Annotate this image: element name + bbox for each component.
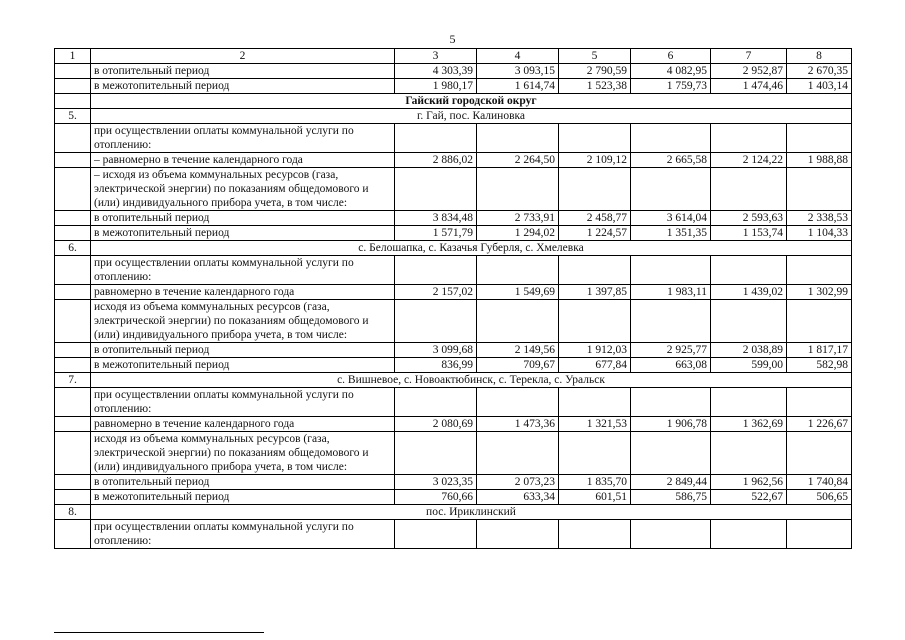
value-cell: 586,75 (631, 490, 711, 505)
row-number-cell (55, 256, 91, 285)
value-cell: 506,65 (787, 490, 852, 505)
value-cell: 1 351,35 (631, 226, 711, 241)
value-cell (477, 124, 559, 153)
value-cell: 2 593,63 (711, 211, 787, 226)
value-cell: 1 226,67 (787, 417, 852, 432)
value-cell (559, 256, 631, 285)
value-cell (631, 256, 711, 285)
header-cell: 1 (55, 49, 91, 64)
row-number-cell: 8. (55, 505, 91, 520)
value-cell (559, 432, 631, 475)
value-cell: 2 338,53 (787, 211, 852, 226)
value-cell: 1 614,74 (477, 79, 559, 94)
row-label: равномерно в течение календарного года (91, 285, 395, 300)
value-cell: 677,84 (559, 358, 631, 373)
row-number-cell (55, 432, 91, 475)
value-cell: 1 835,70 (559, 475, 631, 490)
table-row (55, 226, 852, 241)
value-cell (477, 432, 559, 475)
header-cell: 5 (559, 49, 631, 64)
value-cell (631, 388, 711, 417)
value-cell (711, 256, 787, 285)
value-cell (559, 388, 631, 417)
value-cell: 2 073,23 (477, 475, 559, 490)
section-row (55, 109, 852, 124)
value-cell (787, 520, 852, 549)
value-cell: 3 614,04 (631, 211, 711, 226)
value-cell: 1 294,02 (477, 226, 559, 241)
row-number-cell (55, 94, 91, 109)
value-cell: 1 983,11 (631, 285, 711, 300)
row-number-cell (55, 475, 91, 490)
section-title: г. Гай, пос. Калиновка (91, 109, 852, 124)
value-cell (477, 300, 559, 343)
row-label: в межотопительный период (91, 490, 395, 505)
value-cell (559, 300, 631, 343)
value-cell: 1 104,33 (787, 226, 852, 241)
header-cell: 4 (477, 49, 559, 64)
value-cell (631, 520, 711, 549)
value-cell: 1 759,73 (631, 79, 711, 94)
page-number: 5 (449, 32, 456, 46)
value-cell: 633,34 (477, 490, 559, 505)
row-label: при осуществлении оплаты коммунальной услуги по отоплению: (91, 388, 395, 417)
table-row (55, 153, 852, 168)
value-cell: 1 439,02 (711, 285, 787, 300)
section-title: с. Белошапка, с. Казачья Губерля, с. Хмелевка (91, 241, 852, 256)
value-cell: 1 473,36 (477, 417, 559, 432)
value-cell: 1 740,84 (787, 475, 852, 490)
row-number-cell: 6. (55, 241, 91, 256)
value-cell (395, 168, 477, 211)
header-cell: 3 (395, 49, 477, 64)
row-number-cell (55, 168, 91, 211)
value-cell: 2 080,69 (395, 417, 477, 432)
value-cell (477, 256, 559, 285)
row-number-cell (55, 358, 91, 373)
tariff-table (54, 48, 852, 549)
section-row (55, 505, 852, 520)
value-cell: 3 023,35 (395, 475, 477, 490)
value-cell (477, 168, 559, 211)
value-cell (477, 520, 559, 549)
value-cell (711, 168, 787, 211)
value-cell: 1 962,56 (711, 475, 787, 490)
value-cell: 2 038,89 (711, 343, 787, 358)
district-title: Гайский городской округ (91, 94, 852, 109)
row-label: исходя из объема коммунальных ресурсов (газа, электрической энергии) по показаниям общедомового и (или) индивидуального прибора учета, в том числе: (91, 432, 395, 475)
text-row (55, 300, 852, 343)
text-row (55, 168, 852, 211)
row-label: в отопительный период (91, 211, 395, 226)
value-cell (631, 168, 711, 211)
value-cell: 2 458,77 (559, 211, 631, 226)
row-number-cell (55, 520, 91, 549)
row-number-cell (55, 285, 91, 300)
value-cell: 522,67 (711, 490, 787, 505)
value-cell: 760,66 (395, 490, 477, 505)
value-cell: 2 925,77 (631, 343, 711, 358)
value-cell: 2 124,22 (711, 153, 787, 168)
value-cell: 1 321,53 (559, 417, 631, 432)
row-number-cell (55, 211, 91, 226)
header-cell: 2 (91, 49, 395, 64)
row-number-cell (55, 490, 91, 505)
value-cell (477, 388, 559, 417)
value-cell: 2 665,58 (631, 153, 711, 168)
section-title: с. Вишневое, с. Новоактюбинск, с. Терекла, с. Уральск (91, 373, 852, 388)
value-cell: 582,98 (787, 358, 852, 373)
value-cell: 1 224,57 (559, 226, 631, 241)
value-cell (631, 124, 711, 153)
value-cell: 709,67 (477, 358, 559, 373)
table-row (55, 475, 852, 490)
value-cell: 1 302,99 (787, 285, 852, 300)
row-label: в межотопительный период (91, 79, 395, 94)
value-cell (711, 432, 787, 475)
value-cell: 1 549,69 (477, 285, 559, 300)
value-cell (559, 168, 631, 211)
table-row (55, 64, 852, 79)
value-cell: 3 834,48 (395, 211, 477, 226)
value-cell: 2 790,59 (559, 64, 631, 79)
row-label: в отопительный период (91, 343, 395, 358)
row-label: в отопительный период (91, 64, 395, 79)
value-cell (631, 300, 711, 343)
row-label: – равномерно в течение календарного года (91, 153, 395, 168)
section-row (55, 373, 852, 388)
value-cell: 1 912,03 (559, 343, 631, 358)
text-row (55, 388, 852, 417)
value-cell (711, 300, 787, 343)
value-cell: 1 523,38 (559, 79, 631, 94)
row-label: исходя из объема коммунальных ресурсов (газа, электрической энергии) по показаниям общедомового и (или) индивидуального прибора учета, в том числе: (91, 300, 395, 343)
value-cell: 1 153,74 (711, 226, 787, 241)
value-cell (395, 520, 477, 549)
value-cell: 4 082,95 (631, 64, 711, 79)
row-number-cell (55, 388, 91, 417)
row-number-cell (55, 226, 91, 241)
row-label: в отопительный период (91, 475, 395, 490)
value-cell (559, 520, 631, 549)
row-number-cell (55, 79, 91, 94)
value-cell: 3 099,68 (395, 343, 477, 358)
value-cell (631, 432, 711, 475)
value-cell: 2 109,12 (559, 153, 631, 168)
value-cell: 4 303,39 (395, 64, 477, 79)
table-row (55, 285, 852, 300)
section-title: пос. Ириклинский (91, 505, 852, 520)
row-number-cell: 5. (55, 109, 91, 124)
header-cell: 7 (711, 49, 787, 64)
header-row (55, 49, 852, 64)
value-cell (711, 124, 787, 153)
value-cell: 1 397,85 (559, 285, 631, 300)
value-cell: 2 886,02 (395, 153, 477, 168)
row-label: – исходя из объема коммунальных ресурсов (газа, электрической энергии) по показаниям общедомового и (или) индивидуального прибора учета, в том числе: (91, 168, 395, 211)
table-row (55, 79, 852, 94)
value-cell (787, 168, 852, 211)
value-cell: 2 952,87 (711, 64, 787, 79)
value-cell (395, 432, 477, 475)
value-cell: 1 362,69 (711, 417, 787, 432)
value-cell (787, 124, 852, 153)
value-cell: 2 733,91 (477, 211, 559, 226)
value-cell: 601,51 (559, 490, 631, 505)
row-number-cell (55, 343, 91, 358)
table-row (55, 417, 852, 432)
table-body (55, 49, 852, 549)
row-number-cell (55, 124, 91, 153)
value-cell (395, 300, 477, 343)
value-cell (395, 124, 477, 153)
value-cell: 2 157,02 (395, 285, 477, 300)
value-cell (395, 388, 477, 417)
text-row (55, 256, 852, 285)
value-cell: 1 988,88 (787, 153, 852, 168)
value-cell: 2 849,44 (631, 475, 711, 490)
value-cell (711, 388, 787, 417)
header-cell: 6 (631, 49, 711, 64)
row-label: при осуществлении оплаты коммунальной услуги по отоплению: (91, 256, 395, 285)
section-row (55, 241, 852, 256)
value-cell: 1 906,78 (631, 417, 711, 432)
value-cell: 1 980,17 (395, 79, 477, 94)
value-cell (559, 124, 631, 153)
table-row (55, 358, 852, 373)
value-cell: 836,99 (395, 358, 477, 373)
value-cell (787, 432, 852, 475)
header-cell: 8 (787, 49, 852, 64)
footnote-separator-line (54, 632, 264, 633)
value-cell (787, 300, 852, 343)
value-cell: 663,08 (631, 358, 711, 373)
value-cell: 2 670,35 (787, 64, 852, 79)
row-label: равномерно в течение календарного года (91, 417, 395, 432)
text-row (55, 432, 852, 475)
row-number-cell (55, 300, 91, 343)
table-row (55, 211, 852, 226)
value-cell: 1 403,14 (787, 79, 852, 94)
value-cell (711, 520, 787, 549)
table-row (55, 490, 852, 505)
table-row (55, 343, 852, 358)
value-cell: 599,00 (711, 358, 787, 373)
value-cell: 1 474,46 (711, 79, 787, 94)
value-cell: 2 264,50 (477, 153, 559, 168)
value-cell (787, 256, 852, 285)
value-cell (395, 256, 477, 285)
value-cell: 1 571,79 (395, 226, 477, 241)
row-number-cell: 7. (55, 373, 91, 388)
value-cell: 1 817,17 (787, 343, 852, 358)
row-number-cell (55, 417, 91, 432)
text-row (55, 520, 852, 549)
row-number-cell (55, 64, 91, 79)
row-label: в межотопительный период (91, 226, 395, 241)
value-cell: 2 149,56 (477, 343, 559, 358)
text-row (55, 124, 852, 153)
row-label: при осуществлении оплаты коммунальной услуги по отоплению: (91, 124, 395, 153)
row-label: при осуществлении оплаты коммунальной услуги по отоплению: (91, 520, 395, 549)
value-cell: 3 093,15 (477, 64, 559, 79)
row-number-cell (55, 153, 91, 168)
row-label: в межотопительный период (91, 358, 395, 373)
district-title-row (55, 94, 852, 109)
value-cell (787, 388, 852, 417)
